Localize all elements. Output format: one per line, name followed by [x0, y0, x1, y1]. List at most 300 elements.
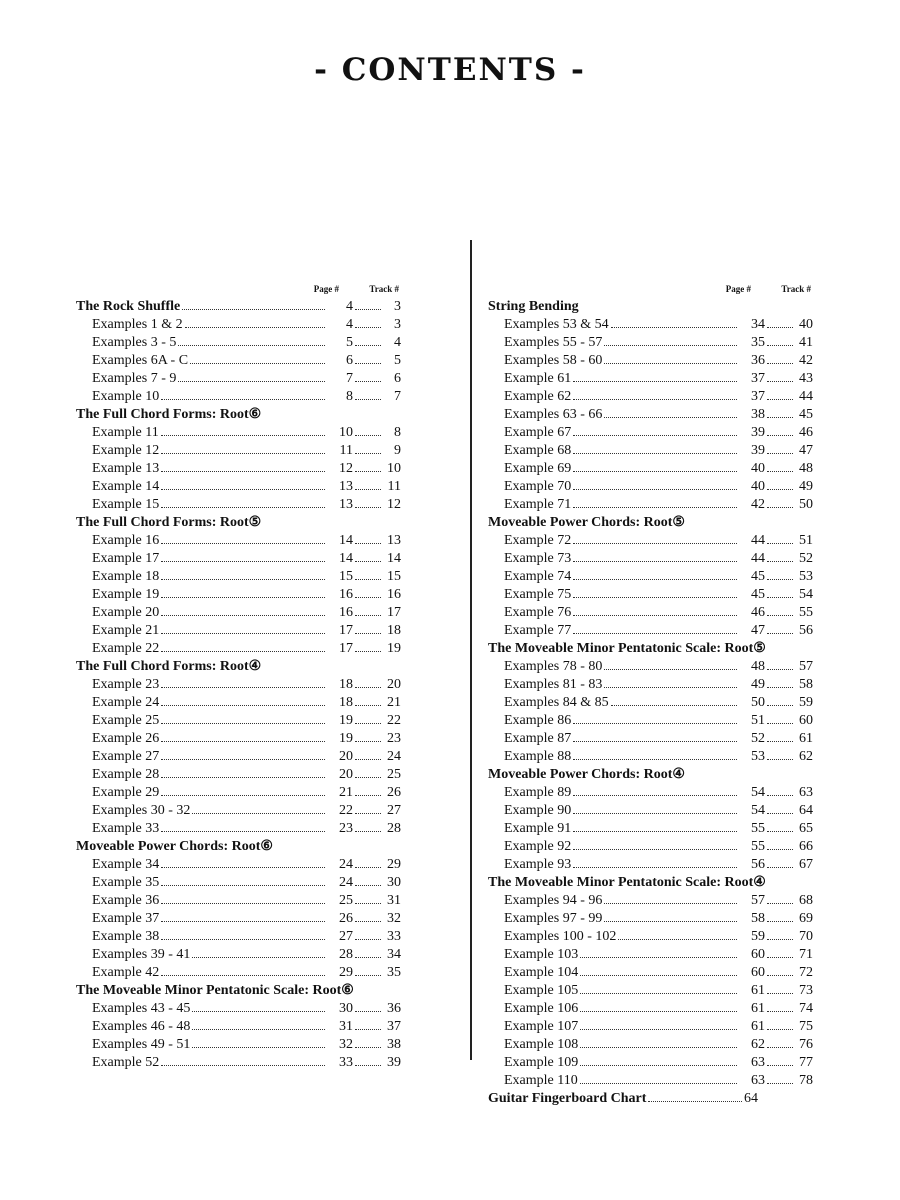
- toc-entry-track: 63: [799, 785, 813, 800]
- toc-entry-page: 56: [751, 857, 765, 872]
- toc-entry-page: 32: [339, 1037, 353, 1052]
- toc-entry-page: 23: [339, 821, 353, 836]
- toc-entry[interactable]: [488, 838, 813, 856]
- leader-dots: [192, 1011, 325, 1012]
- leader-dots: [161, 615, 325, 616]
- leader-dots: [355, 939, 381, 940]
- toc-entry-page: 4: [346, 317, 353, 332]
- leader-dots: [161, 435, 325, 436]
- leader-dots: [573, 831, 737, 832]
- toc-entry[interactable]: [76, 640, 401, 658]
- toc-entry[interactable]: [488, 496, 813, 514]
- section-heading: The Moveable Minor Pentatonic Scale: Root④: [488, 875, 766, 890]
- leader-dots: [573, 471, 737, 472]
- toc-entry-label: Example 34: [92, 857, 160, 872]
- toc-entry[interactable]: [488, 1000, 813, 1018]
- toc-entry[interactable]: [76, 316, 401, 334]
- toc-entry-page: 53: [751, 749, 765, 764]
- toc-entry-label: Example 18: [92, 569, 160, 584]
- leader-dots: [161, 885, 325, 886]
- toc-entry[interactable]: [488, 1054, 813, 1072]
- toc-entry-track: 78: [799, 1073, 813, 1088]
- toc-entry-page: 42: [751, 497, 765, 512]
- section-heading: The Full Chord Forms: Root⑥: [76, 407, 262, 422]
- toc-entry-page: 58: [751, 911, 765, 926]
- toc-entry-label: Example 36: [92, 893, 160, 908]
- toc-entry-label: Example 11: [92, 425, 159, 440]
- toc-entry[interactable]: [76, 766, 401, 784]
- leader-dots: [355, 975, 381, 976]
- toc-entry[interactable]: [76, 730, 401, 748]
- toc-entry-page: 11: [339, 443, 353, 458]
- toc-entry[interactable]: [76, 568, 401, 586]
- toc-entry-track: 62: [799, 749, 813, 764]
- leader-dots: [580, 1011, 737, 1012]
- toc-entry-track: 66: [799, 839, 813, 854]
- leader-dots: [573, 633, 737, 634]
- leader-dots: [355, 381, 381, 382]
- toc-entry-label: Examples 7 - 9: [92, 371, 177, 386]
- toc-entry-track: 5: [394, 353, 401, 368]
- toc-entry-page: 46: [751, 605, 765, 620]
- toc-entry-track: 6: [394, 371, 401, 386]
- toc-entry[interactable]: [76, 586, 401, 604]
- leader-dots: [161, 687, 325, 688]
- toc-entry[interactable]: [76, 622, 401, 640]
- leader-dots: [573, 399, 737, 400]
- toc-entry[interactable]: [76, 370, 401, 388]
- toc-entry[interactable]: [488, 730, 813, 748]
- toc-entry-label: Examples 94 - 96: [504, 893, 603, 908]
- toc-entry-page: 17: [339, 623, 353, 638]
- toc-entry-label: Example 73: [504, 551, 572, 566]
- toc-entry[interactable]: [488, 334, 813, 352]
- toc-entry-track: 75: [799, 1019, 813, 1034]
- toc-entry-track: 3: [394, 299, 401, 314]
- toc-entry-label: Example 24: [92, 695, 160, 710]
- toc-entry-page: 55: [751, 839, 765, 854]
- toc-entry[interactable]: [76, 1000, 401, 1018]
- leader-dots: [573, 543, 737, 544]
- toc-entry[interactable]: [488, 802, 813, 820]
- toc-entry-page: 49: [751, 677, 765, 692]
- leader-dots: [767, 327, 793, 328]
- toc-entry-page: 37: [751, 371, 765, 386]
- toc-entry[interactable]: [76, 712, 401, 730]
- leader-dots: [580, 993, 737, 994]
- toc-entry-label: Example 86: [504, 713, 572, 728]
- leader-dots: [767, 705, 793, 706]
- toc-entry[interactable]: [488, 784, 813, 802]
- leader-dots: [604, 921, 737, 922]
- toc-entry-track: 17: [387, 605, 401, 620]
- toc-entry[interactable]: [488, 892, 813, 910]
- leader-dots: [355, 741, 381, 742]
- track-header: Track #: [781, 284, 811, 294]
- toc-entry[interactable]: [76, 784, 401, 802]
- toc-entry-track: 77: [799, 1055, 813, 1070]
- leader-dots: [192, 957, 325, 958]
- leader-dots: [767, 489, 793, 490]
- toc-entry[interactable]: [76, 874, 401, 892]
- toc-entry-track: 34: [387, 947, 401, 962]
- toc-entry-track: 21: [387, 695, 401, 710]
- toc-entry-page: 18: [339, 677, 353, 692]
- toc-entry-page: 16: [339, 605, 353, 620]
- leader-dots: [355, 597, 381, 598]
- toc-entry[interactable]: [76, 694, 401, 712]
- toc-entry-page: 44: [751, 551, 765, 566]
- toc-entry[interactable]: [76, 856, 401, 874]
- toc-entry[interactable]: [488, 370, 813, 388]
- leader-dots: [355, 561, 381, 562]
- toc-entry[interactable]: [76, 964, 401, 982]
- leader-dots: [161, 939, 325, 940]
- toc-entry-label: Example 28: [92, 767, 160, 782]
- toc-entry-track: 28: [387, 821, 401, 836]
- toc-entry[interactable]: [488, 550, 813, 568]
- toc-entry[interactable]: [488, 460, 813, 478]
- toc-entry[interactable]: [488, 622, 813, 640]
- leader-dots: [580, 1029, 737, 1030]
- toc-entry-label: Examples 49 - 51: [92, 1037, 191, 1052]
- toc-entry-page: 13: [339, 479, 353, 494]
- leader-dots: [604, 687, 737, 688]
- toc-entry-page: 40: [751, 479, 765, 494]
- toc-entry-page: 54: [751, 803, 765, 818]
- toc-entry-track: 27: [387, 803, 401, 818]
- leader-dots: [161, 705, 325, 706]
- toc-entry[interactable]: [76, 604, 401, 622]
- toc-section: [488, 766, 813, 874]
- leader-dots: [355, 507, 381, 508]
- toc-entry-page: 45: [751, 569, 765, 584]
- leader-dots: [604, 417, 737, 418]
- toc-entry-label: Examples 100 - 102: [504, 929, 617, 944]
- toc-entry-page: 63: [751, 1055, 765, 1070]
- toc-entry[interactable]: [488, 532, 813, 550]
- toc-entry[interactable]: [488, 676, 813, 694]
- toc-entry[interactable]: [488, 910, 813, 928]
- leader-dots: [355, 1065, 381, 1066]
- section-heading[interactable]: [76, 298, 401, 316]
- toc-entry-track: 64: [799, 803, 813, 818]
- leader-dots: [580, 1047, 737, 1048]
- toc-entry[interactable]: [488, 1018, 813, 1036]
- toc-entry-page: 60: [751, 947, 765, 962]
- leader-dots: [767, 867, 793, 868]
- leader-dots: [355, 723, 381, 724]
- toc-entry[interactable]: [76, 910, 401, 928]
- toc-entry[interactable]: [76, 946, 401, 964]
- toc-entry[interactable]: [488, 424, 813, 442]
- toc-entry[interactable]: [488, 712, 813, 730]
- leader-dots: [611, 327, 737, 328]
- toc-entry[interactable]: [488, 568, 813, 586]
- leader-dots: [161, 795, 325, 796]
- toc-entry-label: Example 105: [504, 983, 579, 998]
- section-title: The Rock Shuffle: [76, 299, 181, 314]
- leader-dots: [178, 345, 325, 346]
- toc-entry[interactable]: [488, 1072, 813, 1090]
- leader-dots: [192, 813, 325, 814]
- toc-entry[interactable]: [488, 604, 813, 622]
- toc-entry[interactable]: [76, 424, 401, 442]
- leader-dots: [573, 561, 737, 562]
- leader-dots: [573, 795, 737, 796]
- toc-entry-track: 32: [387, 911, 401, 926]
- toc-entry-track: 67: [799, 857, 813, 872]
- toc-entry[interactable]: [76, 388, 401, 406]
- leader-dots: [192, 1029, 325, 1030]
- toc-left-entries: [76, 298, 401, 1072]
- toc-entry[interactable]: [76, 1018, 401, 1036]
- toc-entry[interactable]: [76, 460, 401, 478]
- toc-entry[interactable]: [488, 820, 813, 838]
- toc-entry-track: 11: [387, 479, 401, 494]
- leader-dots: [580, 957, 737, 958]
- toc-entry-track: 42: [799, 353, 813, 368]
- leader-dots: [767, 381, 793, 382]
- toc-entry-page: 39: [751, 425, 765, 440]
- toc-entry-page: 6: [346, 353, 353, 368]
- toc-entry-label: Example 26: [92, 731, 160, 746]
- toc-entry-track: 10: [387, 461, 401, 476]
- toc-entry[interactable]: [488, 1036, 813, 1054]
- toc-entry[interactable]: [76, 496, 401, 514]
- leader-dots: [767, 633, 793, 634]
- toc-entry[interactable]: [488, 478, 813, 496]
- leader-dots: [355, 471, 381, 472]
- toc-entry-page: 61: [751, 983, 765, 998]
- leader-dots: [161, 651, 325, 652]
- toc-section: [76, 658, 401, 838]
- toc-entry-label: Example 37: [92, 911, 160, 926]
- toc-entry[interactable]: [76, 352, 401, 370]
- leader-dots: [355, 309, 381, 310]
- toc-entry[interactable]: [488, 352, 813, 370]
- toc-entry-page: 25: [339, 893, 353, 908]
- toc-entry-track: 43: [799, 371, 813, 386]
- toc-entry-page: 21: [339, 785, 353, 800]
- leader-dots: [178, 381, 325, 382]
- leader-dots: [767, 345, 793, 346]
- leader-dots: [767, 543, 793, 544]
- leader-dots: [355, 453, 381, 454]
- toc-entry-track: 49: [799, 479, 813, 494]
- leader-dots: [767, 669, 793, 670]
- toc-entry-page: 37: [751, 389, 765, 404]
- toc-entry-page: 50: [751, 695, 765, 710]
- toc-entry[interactable]: [76, 478, 401, 496]
- leader-dots: [767, 1083, 793, 1084]
- toc-entry[interactable]: [488, 316, 813, 334]
- toc-section: [488, 514, 813, 640]
- leader-dots: [161, 921, 325, 922]
- leader-dots: [604, 363, 737, 364]
- leader-dots: [161, 507, 325, 508]
- leader-dots: [192, 1047, 325, 1048]
- toc-entry-label: Examples 97 - 99: [504, 911, 603, 926]
- leader-dots: [355, 777, 381, 778]
- toc-entry-label: Examples 6A - C: [92, 353, 189, 368]
- toc-entry[interactable]: [488, 982, 813, 1000]
- toc-entry-track: 69: [799, 911, 813, 926]
- toc-entry[interactable]: [488, 658, 813, 676]
- toc-entry-page: 38: [751, 407, 765, 422]
- toc-entry-label: Example 23: [92, 677, 160, 692]
- leader-dots: [355, 867, 381, 868]
- toc-entry-page: 60: [751, 965, 765, 980]
- toc-entry-label: Example 88: [504, 749, 572, 764]
- leader-dots: [767, 975, 793, 976]
- leader-dots: [161, 903, 325, 904]
- toc-entry[interactable]: [488, 964, 813, 982]
- leader-dots: [767, 579, 793, 580]
- toc-entry-label: Guitar Fingerboard Chart: [488, 1091, 647, 1106]
- toc-entry-track: 59: [799, 695, 813, 710]
- leader-dots: [767, 903, 793, 904]
- track-header: Track #: [369, 284, 399, 294]
- leader-dots: [573, 615, 737, 616]
- toc-right-column: [488, 282, 813, 1108]
- toc-entry-label: Example 27: [92, 749, 160, 764]
- toc-entry-page: 63: [751, 1073, 765, 1088]
- leader-dots: [767, 723, 793, 724]
- toc-entry[interactable]: [488, 928, 813, 946]
- toc-entry-page: 61: [751, 1019, 765, 1034]
- toc-entry-page: 24: [339, 857, 353, 872]
- toc-entry-label: Examples 58 - 60: [504, 353, 603, 368]
- toc-entry-label: Example 38: [92, 929, 160, 944]
- leader-dots: [161, 723, 325, 724]
- toc-entry-label: Example 107: [504, 1019, 579, 1034]
- toc-entry[interactable]: [76, 532, 401, 550]
- toc-entry[interactable]: [76, 1054, 401, 1072]
- toc-entry[interactable]: [76, 442, 401, 460]
- leader-dots: [355, 345, 381, 346]
- toc-entry[interactable]: [76, 802, 401, 820]
- toc-entry-track: 16: [387, 587, 401, 602]
- toc-entry-track: 45: [799, 407, 813, 422]
- toc-entry-page: 28: [339, 947, 353, 962]
- toc-entry-label: Example 87: [504, 731, 572, 746]
- toc-entry[interactable]: [76, 550, 401, 568]
- toc-entry-page: 22: [339, 803, 353, 818]
- leader-dots: [573, 435, 737, 436]
- leader-dots: [161, 399, 325, 400]
- toc-entry-page: 44: [751, 533, 765, 548]
- leader-dots: [767, 597, 793, 598]
- toc-entry[interactable]: [76, 1036, 401, 1054]
- toc-entry[interactable]: [76, 748, 401, 766]
- toc-entry[interactable]: [488, 586, 813, 604]
- toc-entry-track: 23: [387, 731, 401, 746]
- toc-section: [76, 406, 401, 514]
- toc-entry-track: 58: [799, 677, 813, 692]
- leader-dots: [580, 975, 737, 976]
- page-header: Page #: [313, 284, 339, 294]
- toc-entry-track: 3: [394, 317, 401, 332]
- toc-entry[interactable]: [488, 388, 813, 406]
- toc-entry-track: 35: [387, 965, 401, 980]
- leader-dots: [355, 813, 381, 814]
- toc-entry[interactable]: [488, 406, 813, 424]
- toc-entry-track: 68: [799, 893, 813, 908]
- toc-entry-page: 14: [339, 533, 353, 548]
- toc-entry[interactable]: [488, 856, 813, 874]
- toc-entry-label: Examples 81 - 83: [504, 677, 603, 692]
- toc-entry-page: 16: [339, 587, 353, 602]
- leader-dots: [161, 453, 325, 454]
- toc-entry-page: 14: [339, 551, 353, 566]
- leader-dots: [161, 867, 325, 868]
- toc-entry-label: Example 12: [92, 443, 160, 458]
- toc-entry-label: Examples 39 - 41: [92, 947, 191, 962]
- leader-dots: [767, 921, 793, 922]
- toc-entry-page: 62: [751, 1037, 765, 1052]
- toc-entry-page: 20: [339, 767, 353, 782]
- toc-entry[interactable]: [76, 820, 401, 838]
- toc-entry-track: 38: [387, 1037, 401, 1052]
- toc-entry-label: Examples 55 - 57: [504, 335, 603, 350]
- toc-entry-page: 24: [339, 875, 353, 890]
- toc-entry-label: Example 19: [92, 587, 160, 602]
- toc-entry[interactable]: [488, 946, 813, 964]
- toc-entry-page: 30: [339, 1001, 353, 1016]
- toc-entry[interactable]: [488, 748, 813, 766]
- toc-entry-page: 18: [339, 695, 353, 710]
- toc-entry[interactable]: [76, 928, 401, 946]
- toc-entry-track: 12: [387, 497, 401, 512]
- toc-entry-track: 70: [799, 929, 813, 944]
- leader-dots: [355, 1011, 381, 1012]
- toc-entry-page: 20: [339, 749, 353, 764]
- toc-entry-label: Example 61: [504, 371, 572, 386]
- toc-entry-label: Example 77: [504, 623, 572, 638]
- toc-entry-track: 48: [799, 461, 813, 476]
- toc-entry-track: 44: [799, 389, 813, 404]
- leader-dots: [161, 471, 325, 472]
- toc-left-column: [76, 282, 401, 1072]
- leader-dots: [573, 723, 737, 724]
- toc-entry-page: 5: [346, 335, 353, 350]
- toc-entry[interactable]: [76, 676, 401, 694]
- section-heading: The Moveable Minor Pentatonic Scale: Root⑤: [488, 641, 766, 656]
- toc-entry[interactable]: [488, 442, 813, 460]
- toc-entry-track: 46: [799, 425, 813, 440]
- leader-dots: [573, 759, 737, 760]
- toc-entry-fingerboard-chart[interactable]: [488, 1090, 758, 1108]
- leader-dots: [355, 759, 381, 760]
- page-title: - CONTENTS -: [314, 52, 586, 88]
- leader-dots: [355, 705, 381, 706]
- toc-entry-track: 13: [387, 533, 401, 548]
- toc-entry[interactable]: [76, 334, 401, 352]
- toc-entry[interactable]: [488, 694, 813, 712]
- leader-dots: [767, 849, 793, 850]
- toc-entry-label: Example 70: [504, 479, 572, 494]
- leader-dots: [161, 831, 325, 832]
- toc-entry[interactable]: [76, 892, 401, 910]
- toc-entry-label: Example 89: [504, 785, 572, 800]
- leader-dots: [355, 903, 381, 904]
- toc-entry-label: Example 109: [504, 1055, 579, 1070]
- leader-dots: [767, 1065, 793, 1066]
- column-headers: [76, 282, 401, 298]
- leader-dots: [355, 435, 381, 436]
- toc-entry-track: 60: [799, 713, 813, 728]
